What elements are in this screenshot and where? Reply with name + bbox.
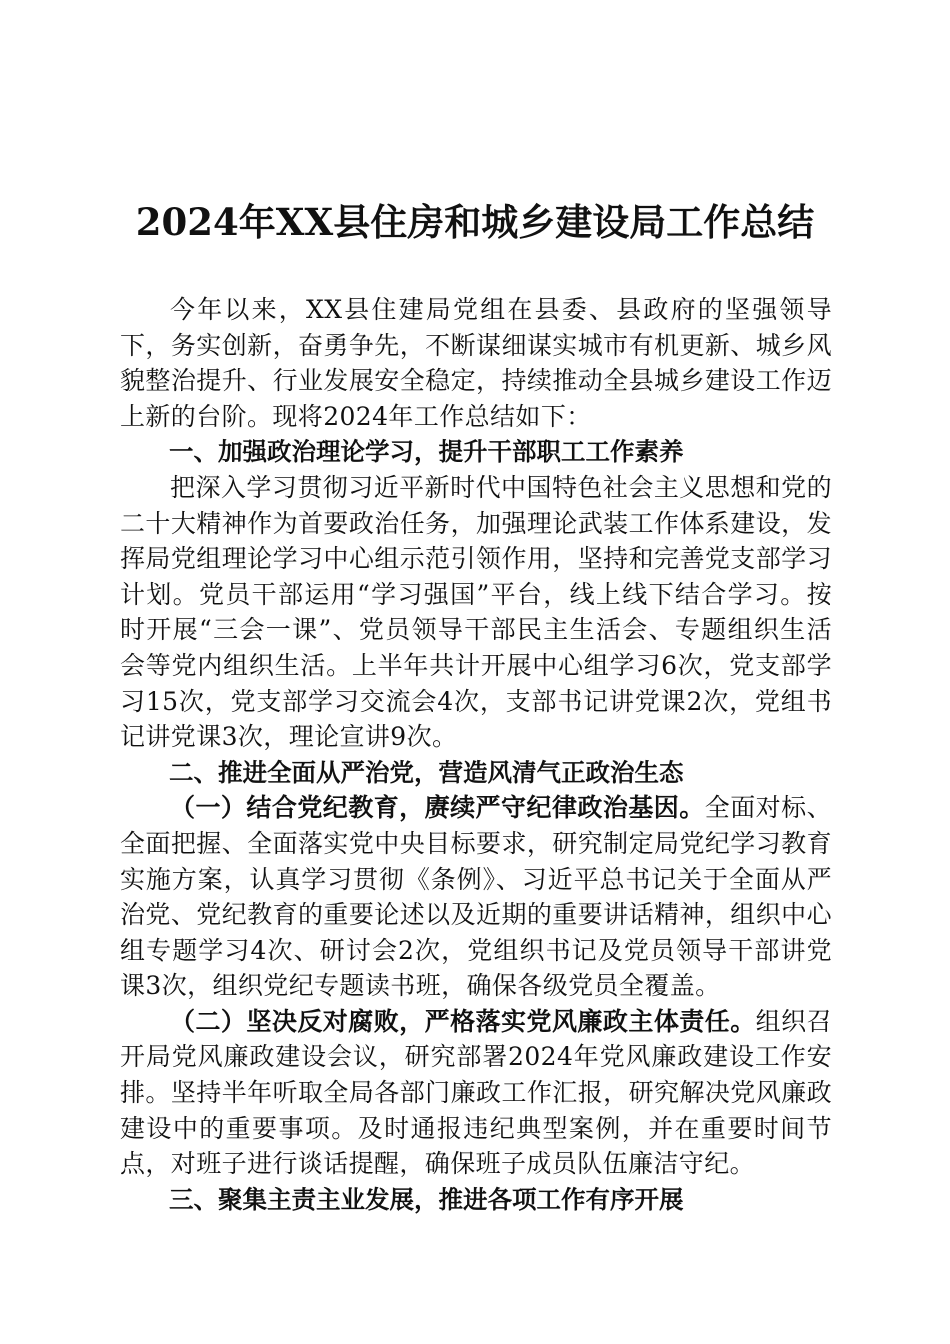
section-2-2-paragraph: [120, 1004, 832, 1182]
document-title: 2024年XX县住房和城乡建设局工作总结: [135, 200, 815, 244]
section-1-paragraph: 把深入学习贯彻习近平新时代中国特色社会主义思想和党的二十大精神作为首要政治任务，加强理论武装工作体系建设，发挥局党组理论学习中心组示范引领作用，坚持和完善党支部学习计划。党员干部运用“学习强国”平台，线上线下结合学习。按时开展“三会一课”、党员领导干部民主生活会、专题组织生活会等党内组织生活。上半年共计开展中心组学习6次，党支部学习15次，党支部学习交流会4次，支部书记讲党课2次，党组书记讲党课3次，理论宣讲9次。: [120, 472, 832, 752]
section-1-heading: 一、加强政治理论学习，提升干部职工工作素养: [169, 437, 684, 467]
document-body: [120, 292, 832, 1217]
section-2-2-body: 组织召开局党风廉政建设会议，研究部署2024年党风廉政建设工作安排。坚持半年听取全局各部门廉政工作汇报，研究解决党风廉政建设中的重要事项。及时通报违纪典型案例，并在重要时间节点，对班子进行谈话提醒，确保班子成员队伍廉洁守纪。: [120, 1006, 832, 1179]
section-3-heading: 三、聚集主责主业发展，推进各项工作有序开展: [169, 1184, 684, 1214]
intro-paragraph: 今年以来，XX县住建局党组在县委、县政府的坚强领导下，务实创新，奋勇争先，不断谋细谋实城市有机更新、城乡风貌整治提升、行业发展安全稳定，持续推动全县城乡建设工作迈上新的台阶。现将2024年工作总结如下：: [120, 295, 832, 431]
section-2-1-body: 全面对标、全面把握、全面落实党中央目标要求，研究制定局党纪学习教育实施方案，认真学习贯彻《条例》、习近平总书记关于全面从严治党、党纪教育的重要论述以及近期的重要讲话精神，组织中心组专题学习4次、研讨会2次，党组织书记及党员领导干部讲党课3次，组织党纪专题读书班，确保各级党员全覆盖。: [120, 793, 832, 1001]
section-2-2-lead: （二）坚决反对腐败，严格落实党风廉政主体责任。: [170, 1006, 756, 1036]
section-2-1-lead: （一）结合党纪教育，赓续严守纪律政治基因。: [170, 793, 705, 823]
section-2-1-paragraph: [120, 790, 832, 1004]
section-2-heading: 二、推进全面从严治党，营造风清气正政治生态: [169, 757, 684, 787]
